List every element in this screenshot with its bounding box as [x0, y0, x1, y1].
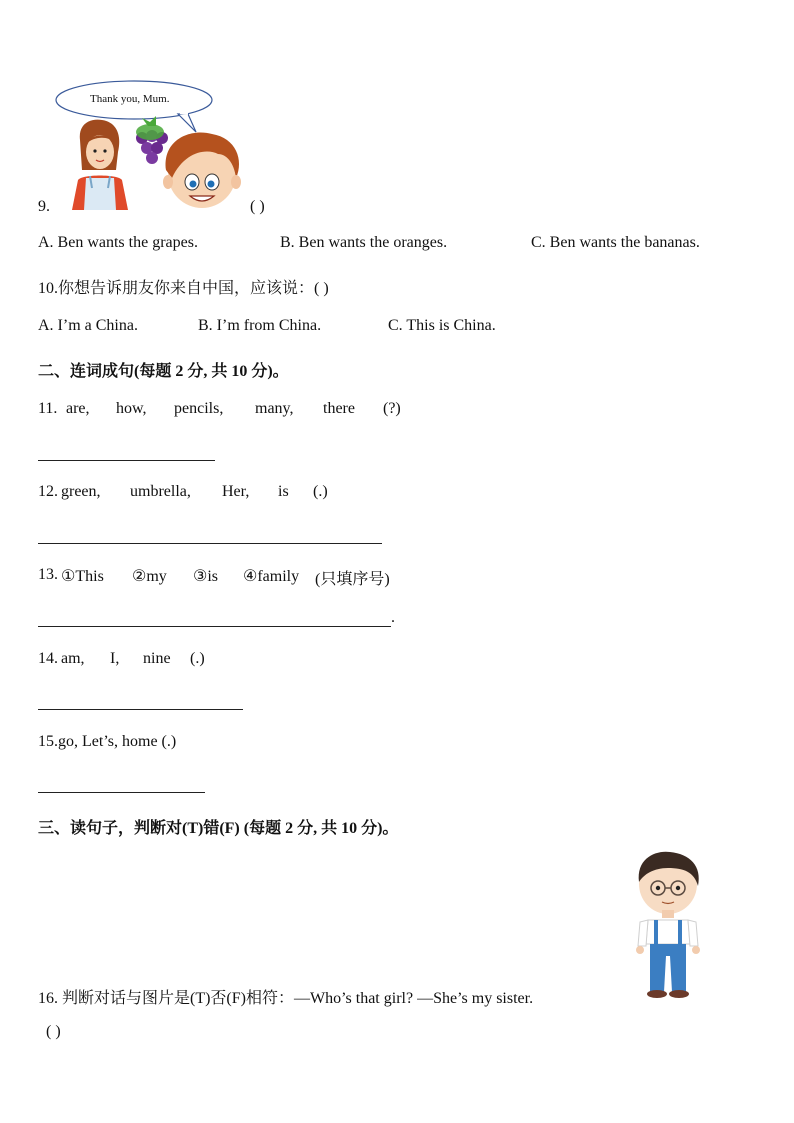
- section2-heading: 二、连词成句(每题 2 分, 共 10 分)。: [38, 363, 289, 380]
- q13-word: ②my: [132, 568, 167, 585]
- q11-word: there: [323, 400, 355, 417]
- q14-number: 14.: [38, 650, 58, 667]
- q12-word: is: [278, 483, 289, 500]
- q10-prompt: 10.你想告诉朋友你来自中国，应该说：( ): [38, 280, 329, 297]
- grapes: [136, 116, 168, 164]
- q9-option-a: A. Ben wants the grapes.: [38, 234, 198, 251]
- q11-word: how,: [116, 400, 147, 417]
- q16-boy-illustration: [630, 850, 706, 1000]
- q10-option-a: A. I’m a China.: [38, 317, 138, 334]
- q11-word: many,: [255, 400, 294, 417]
- q10-option-c: C. This is China.: [388, 317, 496, 334]
- q14-word: (.): [190, 650, 205, 667]
- q13-period: .: [391, 609, 395, 626]
- q14-word: am,: [61, 650, 85, 667]
- q11-word: pencils,: [174, 400, 224, 417]
- q14-answer-line[interactable]: [38, 709, 243, 710]
- q12-number: 12.: [38, 483, 58, 500]
- q13-word: ③is: [193, 568, 219, 585]
- q13-word: (只填序号): [315, 571, 390, 588]
- q12-word: (.): [313, 483, 328, 500]
- q12-word: Her,: [222, 483, 250, 500]
- q11-number: 11.: [38, 400, 58, 417]
- q11-word: (?): [383, 400, 401, 417]
- q11-answer-line[interactable]: [38, 460, 215, 461]
- q12-word: umbrella,: [130, 483, 191, 500]
- q11-word: are,: [66, 400, 90, 417]
- q12-word: green,: [61, 483, 101, 500]
- q15-text: 15.go, Let’s, home (.): [38, 733, 177, 750]
- q16-answer-paren: ( ): [46, 1023, 61, 1040]
- boy-figure: [163, 133, 241, 209]
- q13-word: ①This: [61, 568, 104, 585]
- speech-text: Thank you, Mum.: [90, 93, 170, 105]
- q16-text: 16. 判断对话与图片是(T)否(F)相符：—Who’s that girl? —She’s my sister.: [38, 990, 534, 1007]
- q14-word: I,: [110, 650, 120, 667]
- q9-number: 9.: [38, 198, 50, 215]
- q13-number: 13.: [38, 566, 58, 583]
- q15-answer-line[interactable]: [38, 792, 205, 793]
- q9-option-c: C. Ben wants the bananas.: [531, 234, 700, 251]
- q13-answer-line[interactable]: [38, 626, 391, 627]
- section3-heading: 三、读句子，判断对(T)错(F) (每题 2 分, 共 10 分)。: [38, 820, 399, 837]
- q14-word: nine: [143, 650, 171, 667]
- q9-option-b: B. Ben wants the oranges.: [280, 234, 448, 251]
- q12-answer-line[interactable]: [38, 543, 382, 544]
- q10-option-b: B. I’m from China.: [198, 317, 322, 334]
- q9-answer-paren: ( ): [250, 198, 265, 215]
- q13-word: ④family: [243, 568, 300, 585]
- mother-figure: [72, 120, 128, 210]
